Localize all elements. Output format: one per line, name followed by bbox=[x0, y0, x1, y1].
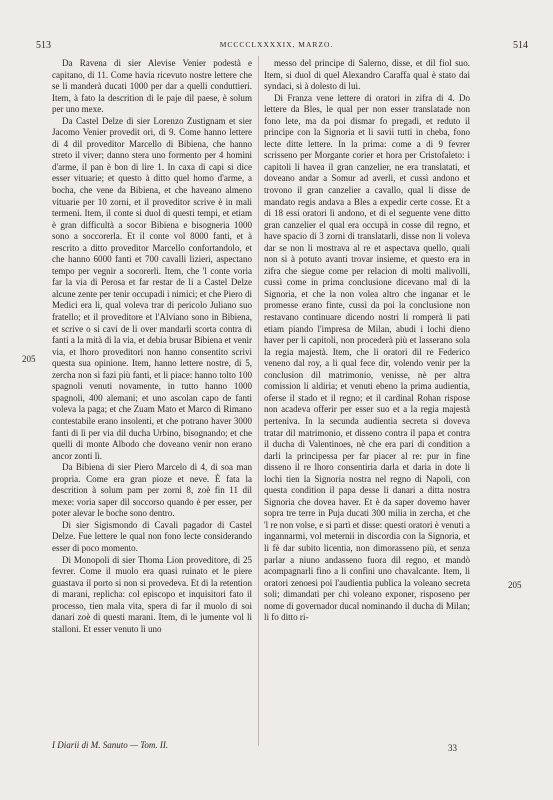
column-divider bbox=[258, 56, 259, 746]
entry-franza: Di Franza vene lettere di oratori in zifra di 4. Do lettere da Bles, le qual per non esser translatade non fono lete, ma da poi dismar fo pregadi, et reduto il principe con la Signoria et li savii tutti in cheba, fono lecte ditte lettere. In la prima: come a di 9 fevrer scrisseno per Morgante corier et hora per Cristofaleto: i capitoli li havea il gran canzelier, ne era translatati, et doveano andar a Somur ad averli, et cussì andono et trovono il gran canzelier a cavallo, qual li disse de mandato regis andava a Bles a expedir certe cosse. Et a di 18 essi oratori lì andono, et di el seguente vene ditto gran canzelier el qual era occupà in cosse dil regno, et have spacio di 3 zorni di translatarli, disse non li voleva dar se non li mostrava al re et aspectava quello, quali non si à potuto avanti trovar insieme, et questo era in zifra che siegue come per relacion di molti malivolli, cussì come in prima conclusione dicevano mal di la Signoria, et che la non volea altro che inganar et le promesse erano finte, cussì da poi la conclusione non restavano continuare dicendo nostri li romperà li pati etiam piando l'impresa de Milan, abudi i lochi dieno haver per li capitoli, non procederà più et lasserano sola la regia majestà. Item, che li oratori dil re Federico veneno dal roy, a li qual fece dir, volendo venir per la conclusion dil matrimonio, venisse, nè per altra comission li aldiria; et venuti ebeno la prima audientia, oferse il stado et il regno; et il cardinal Rohan rispose non acadeva offerir per esser suo et a la regia majestà perteniva. In la secunda audientia secreta si doveva tratar dil matrimonio, et disseno contra il papa et contra il ducha di Valentinoes, nè che era pari di condition a darli la principessa per far piacer al re: pur in fine disseno il re lhoro consentiria darla et daria in dote li lochi tien la Signoria nostra nel regno di Napoli, con questa condition il papa desse li danari a ditta nostra Signoria che dovea haver. Et è da saper dovemo haver sopra tre terre in Puja ducati 300 milia in zercha, et che 'l re non volse, e si partì et disse: questi oratori è venuti a ingannarmi, vol meternii in discordia con la Signoria, et li fè dar subito licentia, non dimorasseno più, et senza parlar a niuno andasseno fuora dil regno, et mandò acompagnarli fino a li confini uno chavalcante. Item, li oratori zenoesi poi l'audientia publica la voleano secreta soli; dimandati per chi voleano exponer, risposeno per nome di governador ducal nominando il ducha di Milan; li fo ditto ri- bbox=[264, 92, 470, 623]
page-number-right: 514 bbox=[513, 40, 528, 51]
entry-castel-delze: Da Castel Delze di sier Lorenzo Zustignam et sier Jacomo Venier provedit ori, di 9. Come hanno lettere di 4 dil proveditor Marcello di Bibiena, che hanno streto il viver; danno stera uno formento per 4 homini d'arme, il pan è bon di lire 1. In caxa di capi si dice esser vituarie; et questo à ditto quel homo d'arme, a bocha, che vene da Bibiena, et che haveano almeno vituarie per 10 zorni, et il proveditor scrive è in mali termeni. Item, il conte si duol di questi tempi, et etiam è gran difficultà a socor Bibiena e bisogneria 1000 sono a soccorerla. Et il conte vol 8000 fanti, et à rescrito a ditto proveditor Marcello confortandolo, et che hanno 6000 fanti et 700 cavalli lizieri, aspectano tempo per vegnir a socorerli. Item, che 'l conte voria far la via di Perosa et far restar de li a Castel Delze alcune zente per tenir occupadi i nimici; et che Piero di Medici era lì, qual voleva trar di pericolo Juliano suo fratello; et il proveditore et l'Alviano sono in Bibiena, et scrive o si cavi de li over mandarli scorta contra di fanti a la mità di la via, et debia brusar Bibiena et venir via, et lhoro proveditori non hanno consentito scrivi questa sua opinione. Item, hanno lettere nostre, di 5, zercha non si fazi più fanti, et li piace: hanno tolto 100 spagnoli venuti novamente, in tutto hanno 1000 spagnoli, 400 alemani; et uno ascolan capo de fanti voleva la paga; et che Zuam Mato et Marco di Rimano contestabile erano insolenti, et che potrano haver 3000 fanti di lì per via dil ducha Urbino, bisognando; et che quelli di monte Albodo che doveano venir non erano ancor zonti lì. bbox=[52, 115, 252, 461]
entry-ravena: Da Ravena di sier Alevise Venier podestà e capitano, di 11. Come havia ricevuto nostre lettere che se li manderà ducati 1000 per dar a quelli conduttieri. Item, à fato la descrition di le paje dil paese, è solum per uno mexe. bbox=[52, 58, 252, 115]
entry-monopoli: Di Monopoli di sier Thoma Lion proveditore, di 25 fevrer. Come il muolo era quasi ruinato et le piere guastava il porto si non si provedeva. Et di la retention di marani, replicha: col episcopo et inquisitori fato il processo, tien mala vita, spera di far il muolo di soi danari zoè di questi marani. Item, di le jumente vol li stalloni. Et esser venuto lì uno bbox=[52, 554, 252, 634]
footer-series-title: I Diarii di M. Sanuto — Tom. II. bbox=[52, 740, 169, 750]
left-column bbox=[52, 58, 252, 738]
running-header: MCCCCLXXXXIX, MARZO. bbox=[219, 40, 334, 49]
margin-number-left: 205 bbox=[22, 354, 36, 364]
signature-mark: 33 bbox=[448, 743, 457, 753]
entry-bibiena: Da Bibiena di sier Piero Marcelo di 4, di soa man propria. Come era gran pioze et neve. È fata la descrition à solum pam per zorni 8, zoè fin 11 dil mexe: voria saper dil soccorso quando è per esser, per poter alevar le boche sono dentro. bbox=[52, 462, 252, 519]
entry-cavali: Di sier Sigismondo di Cavali pagador di Castel Delze. Fue lettere le qual non fono lecte considerando esser di poco momento. bbox=[52, 519, 252, 553]
right-column bbox=[264, 58, 470, 738]
page-number-left: 513 bbox=[36, 40, 51, 51]
entry-salerno: messo del principe di Salerno, disse, et dil fiol suo. Item, si duol di quel Alexandro Caraffa qual è stato dai syndaci, si à dolesto di lui. bbox=[264, 58, 470, 92]
margin-number-right: 205 bbox=[508, 580, 522, 590]
